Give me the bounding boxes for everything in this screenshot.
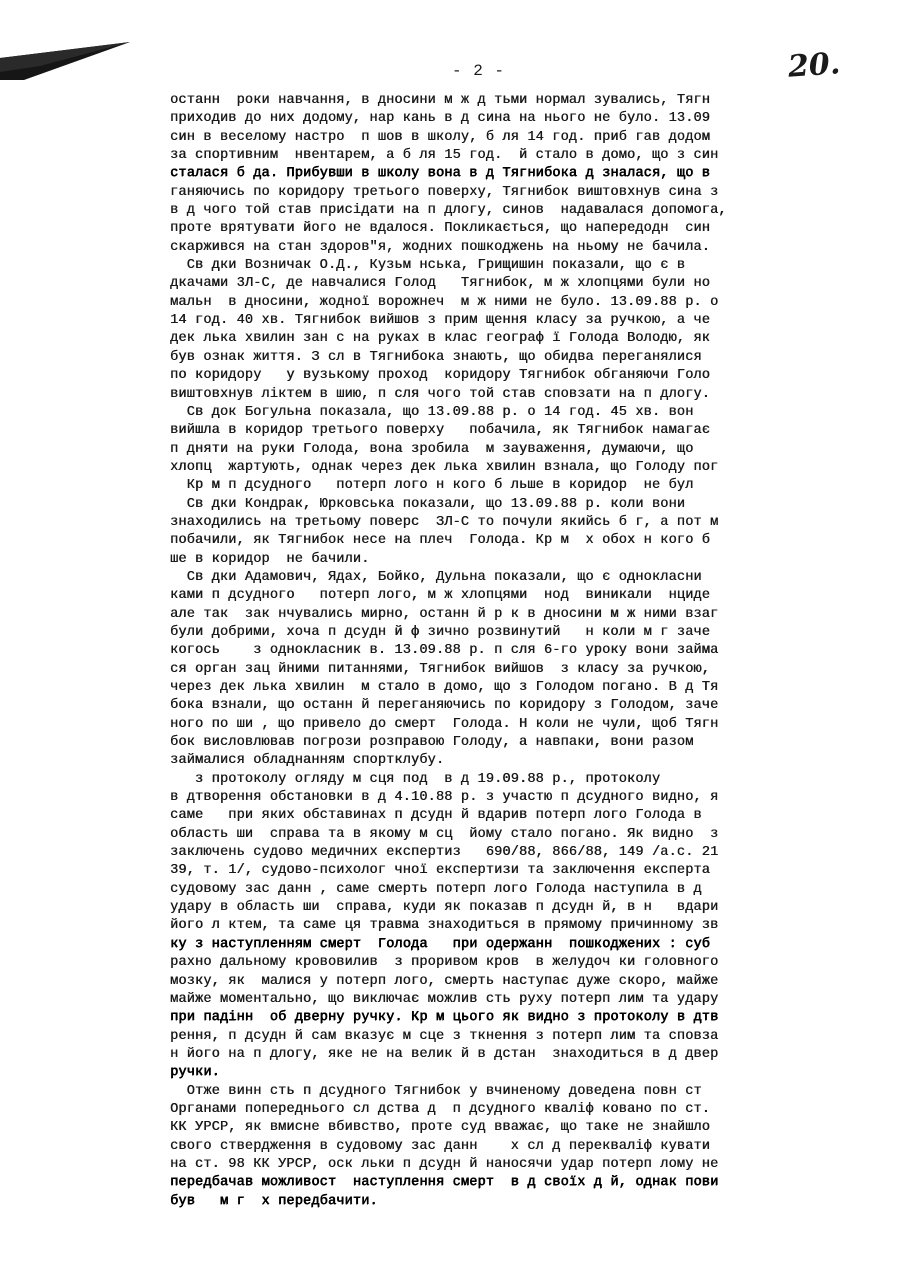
text-line: побачили, як Тягнибок несе на плеч Голода. Кр м х обох н кого б	[170, 533, 710, 549]
text-line: Св дки Кондрак, Юрковська показали, що 13.09.88 р. коли вони	[170, 496, 686, 512]
text-line: скаржився на стан здоров"я, жодних пошкоджень на ньому не бачила.	[170, 239, 710, 255]
text-line: рення, п дсудн й сам вказує м сце з ткнення з потерп лим та сповза	[170, 1028, 719, 1044]
text-line: мозку, як малися у потерп лого, смерть наступає дуже скоро, майже	[170, 973, 719, 989]
text-line: по коридору у вузькому проход коридору Тягнибок обганяючи Голо	[170, 368, 710, 384]
text-line: бока взнали, що останн й переганяючись по коридору з Голодом, заче	[170, 698, 719, 714]
text-line: сталася б да. Прибувши в школу вона в д Тягнибока д зналася, що в	[170, 166, 710, 182]
text-line: Св дки Адамович, Ядах, Бойко, Дульна показали, що є однокласни	[170, 569, 702, 585]
text-line: син в веселому настро п шов в школу, б ля 14 год. приб гав додом	[170, 129, 710, 145]
text-line: Св док Богульна показала, що 13.09.88 р. о 14 год. 45 хв. вон	[170, 404, 694, 420]
paragraph	[170, 1083, 830, 1211]
text-line: дкачами 3Л-С, де навчалися Голод Тягнибок, м ж хлопцями були но	[170, 276, 710, 292]
text-line: заключень судово медичних експертиз 690/88, 866/88, 149 /а.с. 21	[170, 845, 719, 861]
text-line: Органами попереднього сл дства д п дсудного кваліф ковано по ст.	[170, 1101, 710, 1117]
page-number: - 2 -	[452, 62, 506, 80]
paragraph	[170, 404, 830, 496]
text-line: останн роки навчання, в дносини м ж д тьми нормал зувались, Тягн	[170, 93, 710, 108]
paragraph	[170, 92, 830, 257]
text-line: 14 год. 40 хв. Тягнибок вийшов з прим щення класу за ручкою, а че	[170, 313, 710, 329]
text-line: удару в область ши справа, куди як показав п дсудн й, в н вдари	[170, 900, 719, 916]
paragraph	[170, 257, 830, 404]
text-line: ку з наступленням смерт Голода при одержанн пошкоджених : суб	[170, 936, 710, 952]
text-line: 39, т. 1/, судово-психолог чної експертизи та заключення експерта	[170, 863, 710, 879]
text-line: займалися обладнанням спортклубу.	[170, 753, 445, 769]
text-line: при падінн об дверну ручку. Кр м цього як видно з протоколу в дтв	[170, 1010, 719, 1026]
text-line: за спортивним нвентарем, а б ля 15 год. й стало в домо, що з син	[170, 148, 719, 164]
text-line: рахно дальному крововилив з проривом кров в желудоч ки головного	[170, 955, 719, 971]
text-line: ганяючись по коридору третього поверху, Тягнибок виштовхнув сина з	[170, 184, 719, 200]
text-line: але так зак нчувались мирно, останн й р к в дносини м ж ними взаг	[170, 606, 719, 622]
text-line: були добрими, хоча п дсудн й ф зично розвинутий н коли м г заче	[170, 624, 710, 640]
text-line: передбачав можливост наступлення смерт в д своїх д й, однак пови	[170, 1175, 719, 1191]
text-line: свого ствердження в судовому зас данн х сл д перекваліф кувати	[170, 1138, 710, 1154]
text-line: судовому зас данн , саме смерть потерп лого Голода наступила в д	[170, 881, 702, 897]
text-line: Кр м п дсудного потерп лого н кого б льше в коридор не бул	[170, 478, 694, 494]
text-line: з протоколу огляду м сця под в д 19.09.88 р., протоколу	[170, 771, 661, 787]
text-line: ками п дсудного потерп лого, м ж хлопцями нод виникали нциде	[170, 588, 710, 604]
scan-corner-fold	[0, 40, 140, 80]
text-line: знаходились на третьому поверс ЗЛ-С то почули якийсь б г, а пот м	[170, 514, 719, 530]
text-line: був м г х передбачити.	[170, 1193, 378, 1209]
text-line: мальн в дносини, жодної ворожнеч м ж ними не було. 13.09.88 р. о	[170, 294, 719, 310]
handwritten-sheet-number: 20.	[786, 46, 842, 85]
text-line: дек лька хвилин зан с на руках в клас географ ї Голода Володю, як	[170, 331, 710, 347]
text-line: на ст. 98 КК УРСР, оск льки п дсудн й наносячи удар потерп лому не	[170, 1156, 719, 1172]
paragraph	[170, 771, 830, 1083]
text-line: ся орган зац йними питаннями, Тягнибок вийшов з класу за ручкою,	[170, 661, 710, 677]
text-line: ше в коридор не бачили.	[170, 551, 370, 567]
text-line: виштовхнув ліктем в шию, п сля чого той став сповзати на п длогу.	[170, 386, 710, 402]
text-line: його л ктем, та саме ця травма знаходиться в прямому причинному зв	[170, 918, 719, 934]
text-line: область ши справа та в якому м сц йому стало погано. Як видно з	[170, 826, 719, 842]
text-line: був ознак життя. З сл в Тягнибока знають, що обидва переганялися	[170, 349, 702, 365]
paragraph	[170, 496, 830, 569]
text-line: саме при яких обставинах п дсудн й вдарив потерп лого Голода в	[170, 808, 702, 824]
text-line: бок висловлював погрози розправою Голоду, а навпаки, вони разом	[170, 735, 694, 751]
text-line: в дтворення обстановки в д 4.10.88 р. з участю п дсудного видно, я	[170, 790, 719, 806]
text-line: КК УРСР, як вмисне вбивство, проте суд вважає, що таке не знайшло	[170, 1120, 710, 1136]
text-line: проте врятувати його не вдалося. Покликається, що напередодн син	[170, 221, 710, 237]
text-line: майже моментально, що виключає можлив сть руху потерп лим та удару	[170, 991, 719, 1007]
text-line: хлопц жартують, однак через дек лька хвилин взнала, що Голоду пог	[170, 459, 719, 475]
text-line: когось з однокласник в. 13.09.88 р. п сля 6-го уроку вони займа	[170, 643, 719, 659]
paragraph	[170, 569, 830, 771]
text-line: п дняти на руки Голода, вона зробила м зауваження, думаючи, що	[170, 441, 694, 457]
text-line: Св дки Возничак О.Д., Кузьм нська, Грищишин показали, що є в	[170, 258, 686, 274]
text-line: ручки.	[170, 1065, 220, 1081]
text-line: через дек лька хвилин м стало в домо, що з Голодом погано. В д Тя	[170, 680, 719, 695]
text-line: ного по ши , що привело до смерт Голода. Н коли не чули, щоб Тягн	[170, 716, 719, 732]
document-body	[170, 92, 830, 1211]
text-line: н його на п длогу, яке не на велик й в дстан знаходиться в д двер	[170, 1046, 719, 1062]
text-line: Отже винн сть п дсудного Тягнибок у вчиненому доведена повн ст	[170, 1083, 702, 1099]
text-line: в д чого той став присідати на п длогу, синов надавалася допомога,	[170, 203, 727, 219]
text-line: приходив до них додому, нар кань в д сина на нього не було. 13.09	[170, 111, 710, 127]
text-line: вийшла в коридор третього поверху побачила, як Тягнибок намагає	[170, 423, 710, 439]
